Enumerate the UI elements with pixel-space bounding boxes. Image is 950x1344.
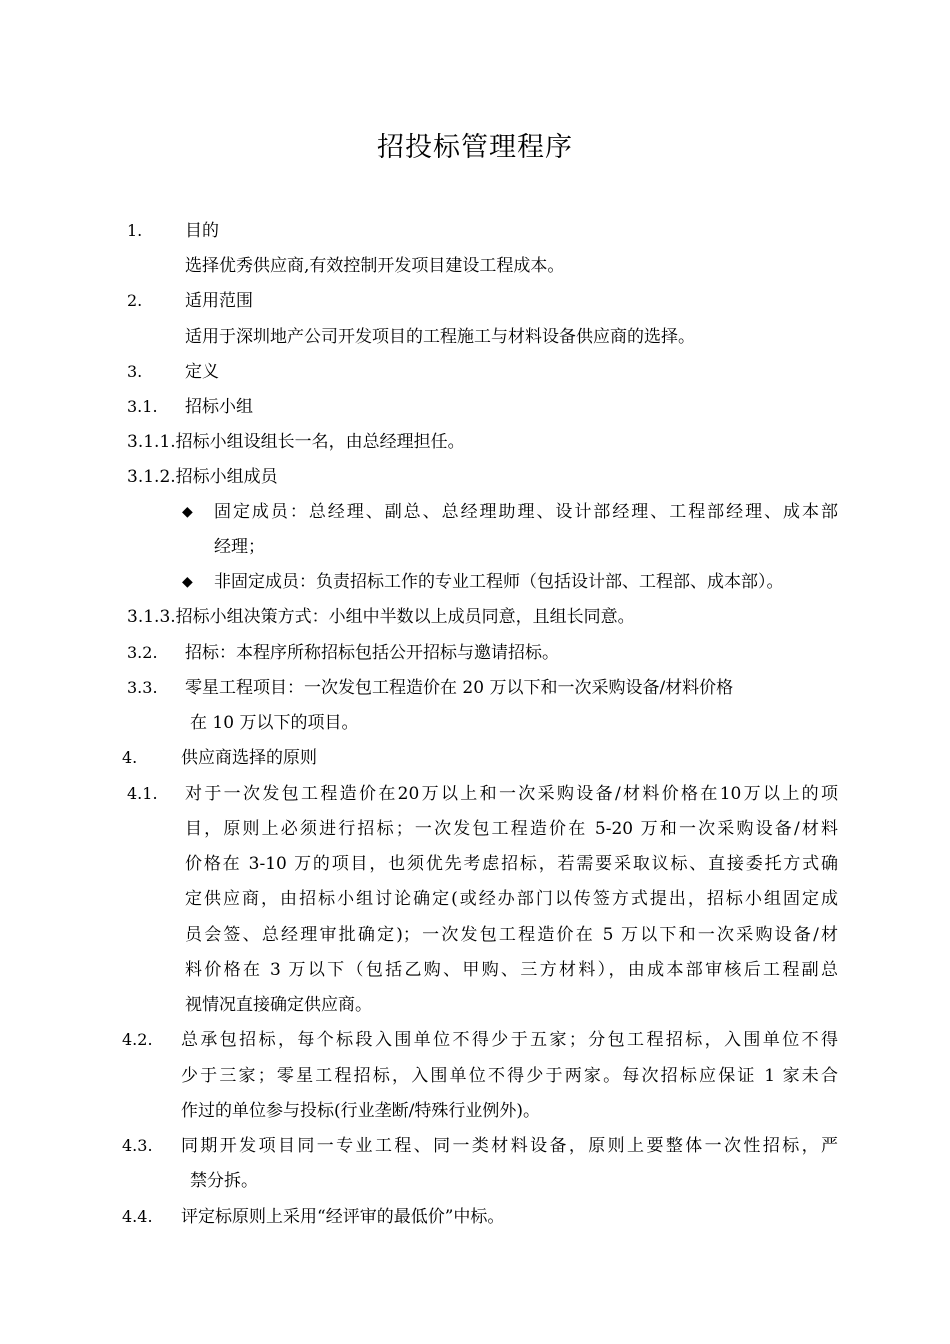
section-4-1-line: 对于一次发包工程造价在20万以上和一次采购设备/材料价格在10万以上的项 — [185, 784, 838, 804]
section-3-3-line1: 零星工程项目：一次发包工程造价在 20 万以下和一次采购设备/材料价格 — [185, 678, 734, 698]
section-4-1-line: 定供应商，由招标小组讨论确定(或经办部门以传签方式提出，招标小组固定成 — [185, 889, 838, 909]
section-2-text: 适用于深圳地产公司开发项目的工程施工与材料设备供应商的选择。 — [185, 327, 695, 347]
diamond-bullet-icon: ◆ — [182, 574, 193, 590]
section-4-1-number: 4.1. — [127, 784, 158, 803]
section-3-2-text: 招标：本程序所称招标包括公开招标与邀请招标。 — [185, 643, 559, 663]
section-4-1-line: 价格在 3-10 万的项目，也须优先考虑招标，若需要采取议标、直接委托方式确 — [185, 854, 838, 874]
section-4-1-line: 料价格在 3 万以下（包括乙购、甲购、三方材料），由成本部审核后工程副总 — [185, 960, 838, 980]
bullet-fixed-members-line2: 经理； — [214, 537, 265, 557]
document-title: 招投标管理程序 — [377, 132, 573, 163]
section-4-3-number: 4.3. — [122, 1136, 153, 1155]
section-3-1-3-text: 3.1.3.招标小组决策方式：小组中半数以上成员同意，且组长同意。 — [127, 607, 635, 627]
section-1-text: 选择优秀供应商,有效控制开发项目建设工程成本。 — [185, 256, 565, 276]
section-2-heading: 适用范围 — [185, 291, 253, 311]
section-3-2-number: 3.2. — [127, 643, 158, 662]
section-4-2-line: 少于三家；零星工程招标，入围单位不得少于两家。每次招标应保证 1 家未合 — [181, 1066, 838, 1086]
section-4-1-line: 员会签、总经理审批确定)；一次发包工程造价在 5 万以下和一次采购设备/材 — [185, 925, 838, 945]
bullet-nonfixed-members: 非固定成员：负责招标工作的专业工程师（包括设计部、工程部、成本部）。 — [214, 572, 784, 592]
section-4-2-line: 作过的单位参与投标(行业垄断/特殊行业例外)。 — [181, 1101, 540, 1121]
section-3-number: 3. — [127, 362, 143, 381]
section-1-number: 1. — [127, 221, 143, 240]
section-4-4-number: 4.4. — [122, 1207, 153, 1226]
section-2-number: 2. — [127, 291, 143, 310]
section-3-1-2-text: 3.1.2.招标小组成员 — [127, 467, 278, 487]
bullet-fixed-members-line1: 固定成员：总经理、副总、总经理助理、设计部经理、工程部经理、成本部 — [214, 502, 838, 522]
section-4-2-line: 总承包招标，每个标段入围单位不得少于五家；分包工程招标，入围单位不得 — [181, 1030, 838, 1050]
section-4-1-line: 目，原则上必须进行招标；一次发包工程造价在 5-20 万和一次采购设备/材料 — [185, 819, 838, 839]
section-4-3-line: 禁分拆。 — [190, 1171, 258, 1191]
section-4-4-text: 评定标原则上采用“经评审的最低价”中标。 — [181, 1207, 505, 1227]
diamond-bullet-icon: ◆ — [182, 504, 193, 520]
section-3-heading: 定义 — [185, 362, 219, 382]
section-4-2-number: 4.2. — [122, 1030, 153, 1049]
section-3-3-number: 3.3. — [127, 678, 158, 697]
section-1-heading: 目的 — [185, 221, 219, 241]
section-4-number: 4. — [122, 748, 138, 767]
section-3-1-number: 3.1. — [127, 397, 158, 416]
section-3-1-heading: 招标小组 — [185, 397, 253, 417]
section-4-1-line: 视情况直接确定供应商。 — [185, 995, 372, 1015]
section-3-3-line2: 在 10 万以下的项目。 — [190, 713, 359, 733]
section-3-1-1-text: 3.1.1.招标小组设组长一名，由总经理担任。 — [127, 432, 465, 452]
section-4-3-line: 同期开发项目同一专业工程、同一类材料设备，原则上要整体一次性招标，严 — [181, 1136, 838, 1156]
section-4-heading: 供应商选择的原则 — [181, 748, 317, 768]
